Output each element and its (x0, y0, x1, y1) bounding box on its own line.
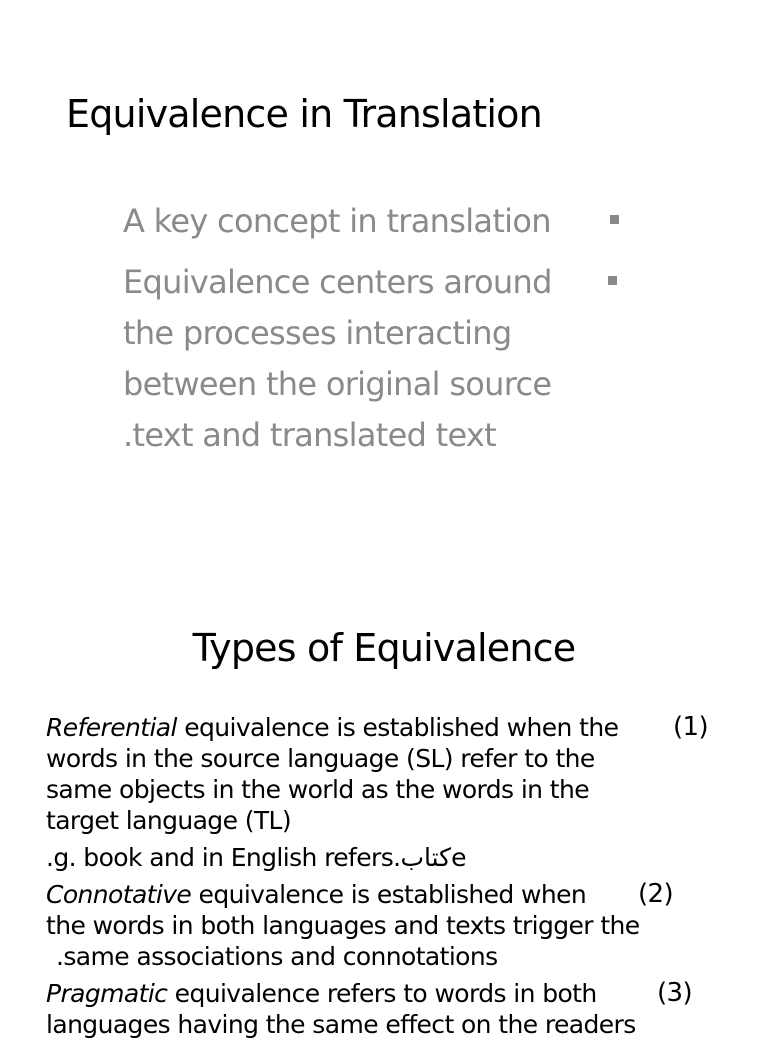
slide-title: Equivalence in Translation (66, 92, 542, 136)
bullet-text-line: .text and translated text (123, 416, 497, 454)
item-emphasis: Pragmatic (46, 979, 168, 1008)
bullet-text-line: the processes interacting (123, 314, 512, 352)
item-line: .same associations and connotations (56, 942, 498, 971)
item-number: (3) (657, 978, 693, 1008)
item-first-line (46, 879, 726, 910)
equivalence-item-pragmatic (46, 978, 726, 1040)
item-first-line-text: equivalence refers to words in both (167, 979, 597, 1008)
slide-title: Types of Equivalence (192, 626, 576, 670)
bullet-text-line: between the original source (123, 365, 552, 403)
item-line: the words in both languages and texts trigger the (46, 911, 640, 940)
slide-body (46, 712, 726, 1046)
example-text: .g. book and in English refers.كتابe (46, 843, 466, 872)
item-first-line (46, 712, 726, 743)
example-line (46, 842, 726, 873)
item-number: (2) (638, 879, 674, 909)
square-bullet-icon (610, 215, 619, 224)
item-line: languages having the same effect on the readers (46, 1010, 636, 1039)
item-number: (1) (673, 712, 709, 742)
bullet-text-line: A key concept in translation (123, 202, 551, 240)
item-first-line (46, 978, 726, 1009)
item-emphasis: Referential (46, 713, 177, 742)
item-first-line-text: equivalence is established when (191, 880, 587, 909)
item-line: same objects in the world as the words in the (46, 775, 589, 804)
bullet-text-line: Equivalence centers around (123, 263, 552, 301)
bullet-item (123, 257, 623, 461)
square-bullet-icon (608, 276, 617, 285)
item-first-line-text: equivalence is established when the (176, 713, 619, 742)
bullet-item (123, 196, 623, 247)
equivalence-item-connotative (46, 879, 726, 972)
bullet-list (123, 196, 623, 471)
item-line: target language (TL) (46, 806, 292, 835)
slide-types-of-equivalence (0, 576, 768, 1039)
item-emphasis: Connotative (46, 880, 192, 909)
equivalence-item-referential (46, 712, 726, 836)
item-line: words in the source language (SL) refer to the (46, 744, 595, 773)
